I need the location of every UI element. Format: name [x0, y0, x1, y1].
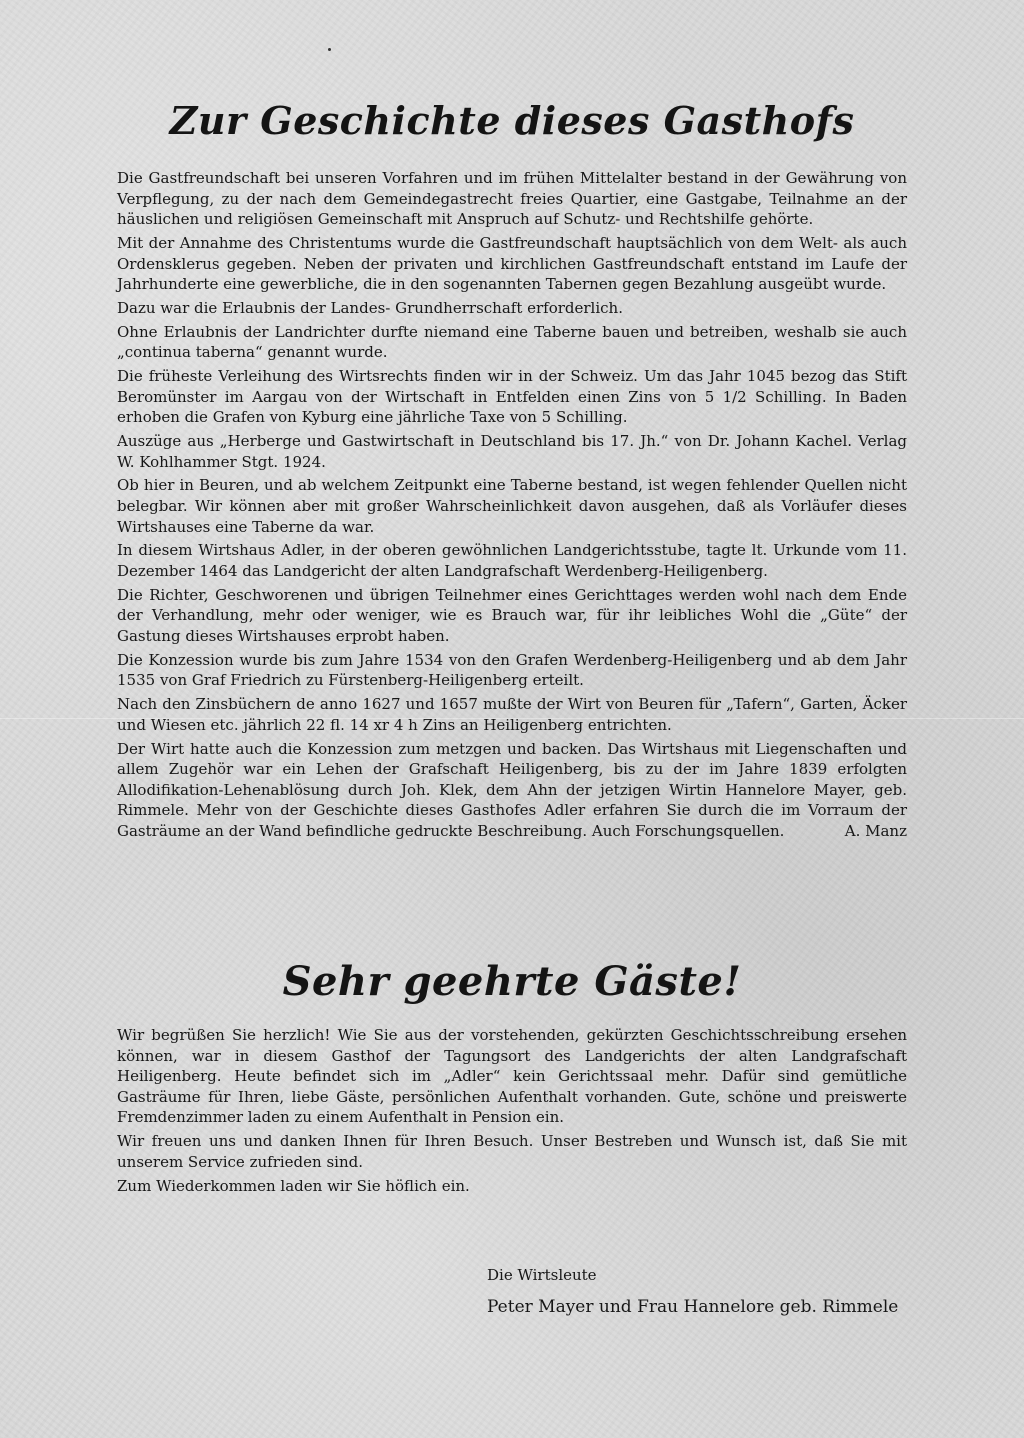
greeting-paragraph: Wir begrüßen Sie herzlich! Wie Sie aus der vorstehenden, gekürzten Geschichtsschreibung ersehen können, war in diesem Gasthof der Tagungsort des Landgerichts der alten Landgrafschaft Heiligenberg. Heute befindet sich im „Adler“ kein Gerichtssaal mehr. Dafür sind gemütliche Gasträume für Ihren, liebe Gäste, persönlichen Aufenthalt vorhanden. Gute, schöne und preiswerte Fremdenzimmer laden zu einem Aufenthalt in Pension ein. [117, 1026, 907, 1127]
greeting-paragraph: Zum Wiederkommen laden wir Sie höflich ein. [117, 1176, 470, 1195]
greeting-paragraph: Wir freuen uns und danken Ihnen für Ihren Besuch. Unser Bestreben und Wunsch ist, daß Sie mit unserem Service zufrieden sind. [117, 1132, 907, 1171]
closing-label: Die Wirtsleute [487, 1266, 597, 1284]
history-section [117, 168, 907, 845]
history-paragraph-with-author [117, 739, 907, 842]
paper-speck [328, 48, 331, 51]
history-paragraph: Dazu war die Erlaubnis der Landes- Grundherrschaft erforderlich. [117, 298, 623, 317]
history-title: Zur Geschichte dieses Gasthofs [169, 98, 855, 143]
history-paragraph: Ob hier in Beuren, und ab welchem Zeitpunkt eine Taberne bestand, ist wegen fehlender Quellen nicht belegbar. Wir können aber mit großer Wahrscheinlichkeit davon ausgehen, daß als Vorläufer dieses Wirtshauses eine Taberne da war. [117, 476, 907, 536]
history-paragraph: Die früheste Verleihung des Wirtsrechts finden wir in der Schweiz. Um das Jahr 1045 bezog das Stift Beromünster im Aargau von der Wirtschaft in Entfelden einen Zins von 5 1/2 Schilling. In Baden erhoben die Grafen von Kyburg eine jährliche Taxe von 5 Schilling. [117, 367, 907, 427]
greeting-section [117, 1025, 907, 1199]
history-paragraph: Die Konzession wurde bis zum Jahre 1534 von den Grafen Werdenberg-Heiligenberg und ab dem Jahr 1535 von Graf Friedrich zu Fürstenberg-Heiligenberg erteilt. [117, 650, 907, 690]
history-paragraph: Die Richter, Geschworenen und übrigen Teilnehmer eines Gerichttages werden wohl nach dem Ende der Verhandlung, mehr oder weniger, wie es Brauch war, für ihr leibliches Wohl die „Güte“ der Gastung dieses Wirtshauses erprobt haben. [117, 585, 907, 645]
history-paragraph: Auszüge aus „Herberge und Gastwirtschaft in Deutschland bis 17. Jh.“ von Dr. Johann Kachel. Verlag W. Kohlhammer Stgt. 1924. [117, 432, 907, 471]
history-paragraph: Ohne Erlaubnis der Landrichter durfte niemand eine Taberne bauen und betreiben, weshalb sie auch „continua taberna“ genannt wurde. [117, 322, 907, 362]
history-paragraph: Nach den Zinsbüchern de anno 1627 und 1657 mußte der Wirt von Beuren für „Tafern“, Garten, Äcker und Wiesen etc. jährlich 22 fl. 14 xr 4 h Zins an Heiligenberg entrichten. [117, 695, 907, 734]
history-paragraph: In diesem Wirtshaus Adler, in der oberen gewöhnlichen Landgerichtsstube, tagte lt. Urkunde vom 11. Dezember 1464 das Landgericht der alten Landgrafschaft Werdenberg-Heiligenberg. [117, 541, 907, 580]
history-paragraph: Der Wirt hatte auch die Konzession zum metzgen und backen. Das Wirtshaus mit Liegenschaften und allem Zugehör war ein Lehen der Grafschaft Heiligenberg, bis zu der im Jahre 1839 erfolgten Allodifikation-Lehenablösung durch Joh. Klek, dem Ahn der jetzigen Wirtin Hannelore Mayer, geb. Rimmele. Mehr von der Geschichte dieses Gasthofes Adler erfahren Sie durch die im Vorraum der Gasträume an der Wand befindliche gedruckte Beschreibung. Auch Forschungsquellen. [117, 739, 907, 840]
greeting-title: Sehr geehrte Gäste! [282, 958, 742, 1005]
history-paragraph: Die Gastfreundschaft bei unseren Vorfahren und im frühen Mittelalter bestand in der Gewährung von Verpflegung, zu der nach dem Gemeindegastrecht freies Quartier, eine Gastgabe, Teilnahme an der häuslichen und religiösen Gemeinschaft mit Anspruch auf Schutz- und Rechtshilfe gehörte. [117, 169, 907, 229]
author-signature: A. Manz [844, 821, 907, 840]
history-paragraph: Mit der Annahme des Christentums wurde die Gastfreundschaft hauptsächlich von dem Welt- als auch Ordensklerus gegeben. Neben der privaten und kirchlichen Gastfreundschaft entstand im Laufe der Jahrhunderte eine gewerbliche, die in den sogenannten Tabernen gegen Bezahlung ausgeübt wurde. [117, 233, 907, 294]
closing-names: Peter Mayer und Frau Hannelore geb. Rimmele [487, 1297, 899, 1317]
